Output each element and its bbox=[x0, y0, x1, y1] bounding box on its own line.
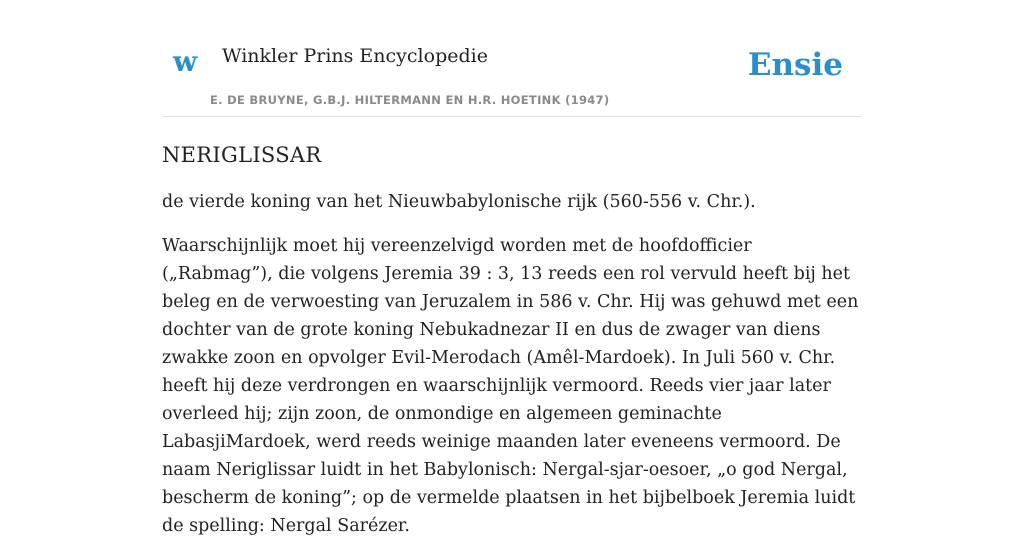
article-body: Waarschijnlijk moet hij vereenzelvigd worden met de hoofdofficier („Rabmag”), die volgens Jeremia 39 : 3, 13 reeds een rol vervuld heeft bij het beleg en de verwoesting van Jeruzalem in 586 v. Chr. Hij was gehuwd met een dochter van de grote koning Nebukadnezar II en dus de zwager van diens zwakke zoon en opvolger Evil-Merodach (Amêl-Mardoek). In Juli 560 v. Chr. heeft hij deze verdrongen en waarschijnlijk vermoord. Reeds vier jaar later overleed hij; zijn zoon, de onmondige en algemeen geminachte LabasjiMardoek, werd reeds weinige maanden later eveneens vermoord. De naam Neriglissar luidt in het Babylonisch: Nergal-sjar-oesoer, „o god Nergal, bescherm de koning”; op de vermelde plaatsen in het bijbelboek Jeremia luidt de spelling: Nergal Sarézer. bbox=[162, 236, 859, 536]
encyclopedia-authors: E. DE BRUYNE, G.B.J. HILTERMANN EN H.R. HOETINK (1947) bbox=[210, 93, 610, 107]
encyclopedia-title[interactable]: Winkler Prins Encyclopedie bbox=[222, 45, 488, 67]
header bbox=[162, 0, 862, 117]
article bbox=[162, 138, 862, 540]
article-headword: NERIGLISSAR bbox=[162, 143, 322, 167]
encyclopedia-logo[interactable]: w bbox=[173, 45, 198, 78]
brand-logo[interactable]: Ensie bbox=[747, 47, 843, 83]
article-definition: de vierde koning van het Nieuwbabylonische rijk (560-556 v. Chr.). bbox=[162, 192, 756, 212]
